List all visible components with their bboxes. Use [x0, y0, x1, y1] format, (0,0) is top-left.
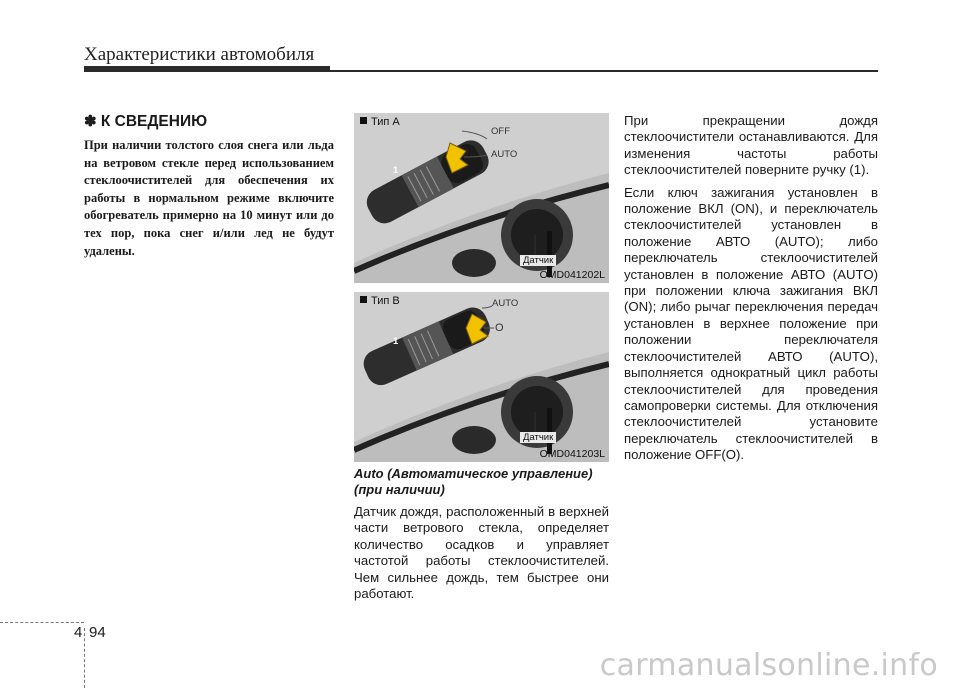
watermark: carmanualsonline.info	[599, 648, 938, 683]
figure-code: OMD041203L	[539, 448, 605, 460]
figure-code: OMD041202L	[539, 269, 605, 281]
figure-type-label: Тип А	[360, 116, 400, 128]
header-rule-thick	[84, 66, 330, 72]
right-paragraph-1: При прекращении дождя стеклоочистители останавливаются. Для изменения частоты работы стеклоочистителей поверните ручку (1).	[624, 113, 878, 178]
notice-title	[84, 112, 334, 131]
page-number: 94	[89, 624, 106, 641]
position-label-lower: AUTO	[491, 149, 518, 160]
callout-number: 1	[393, 336, 399, 347]
chapter-number: 4	[74, 624, 83, 641]
figure-type-a	[354, 113, 609, 283]
right-column	[624, 113, 878, 470]
right-paragraph-2: Если ключ зажигания установлен в положение ВКЛ (ON), и переключатель стеклоочистителей установлен в положение АВТО (AUTO); либо переключатель стеклоочистителей установлен в положение АВТО (AUTO) при положении ключа зажигания ВКЛ (ON); либо рычаг переключения передач установлен в верхнее положение при положении переключателя стеклоочистителей АВТО (AUTO), выполняется однократный цикл работы стеклоочистителей для проведения самопроверки системы. Для отключения стеклоочистителей установите переключатель стеклоочистителей в положение OFF(O).	[624, 184, 878, 463]
sensor-label: Датчик	[520, 432, 556, 443]
position-label-lower: O	[495, 322, 504, 334]
page-header-title: Характеристики автомобиля	[84, 44, 315, 65]
notice-body: При наличии толстого слоя снега или льда на ветровом стекле перед использованием стеклоочистителей для обеспечения их работы в нормальном режиме включите обогреватель примерно на 10 минут или до тех пор, пока снег и/или лед не будут удалены.	[84, 138, 334, 258]
footer-rule-horizontal	[0, 622, 84, 624]
figure-type-b	[354, 292, 609, 462]
footer-rule-vertical	[84, 628, 86, 688]
auto-paragraph: Датчик дождя, расположенный в верхней части ветрового стекла, определяет количество осадков и управляет частотой работы стеклоочистителей. Чем сильнее дождь, тем быстрее они работают.	[354, 504, 609, 602]
wiper-stalk-illustration-b	[354, 292, 609, 462]
figure-type-label: Тип В	[360, 295, 400, 307]
notice-box	[84, 112, 334, 260]
callout-number: 1	[393, 165, 399, 176]
asterisk-icon: ✽	[84, 113, 97, 130]
sensor-label: Датчик	[520, 255, 556, 266]
position-label-upper: OFF	[491, 126, 510, 137]
position-label-upper: AUTO	[492, 298, 519, 309]
square-bullet-icon	[360, 117, 367, 124]
notice-title-text: К СВЕДЕНИЮ	[100, 113, 208, 130]
auto-heading: Auto (Автоматическое управление) (при наличии)	[354, 466, 593, 497]
square-bullet-icon	[360, 296, 367, 303]
header-rule-thin	[330, 70, 878, 72]
wiper-stalk-illustration-a	[354, 113, 609, 283]
auto-section	[354, 466, 609, 608]
